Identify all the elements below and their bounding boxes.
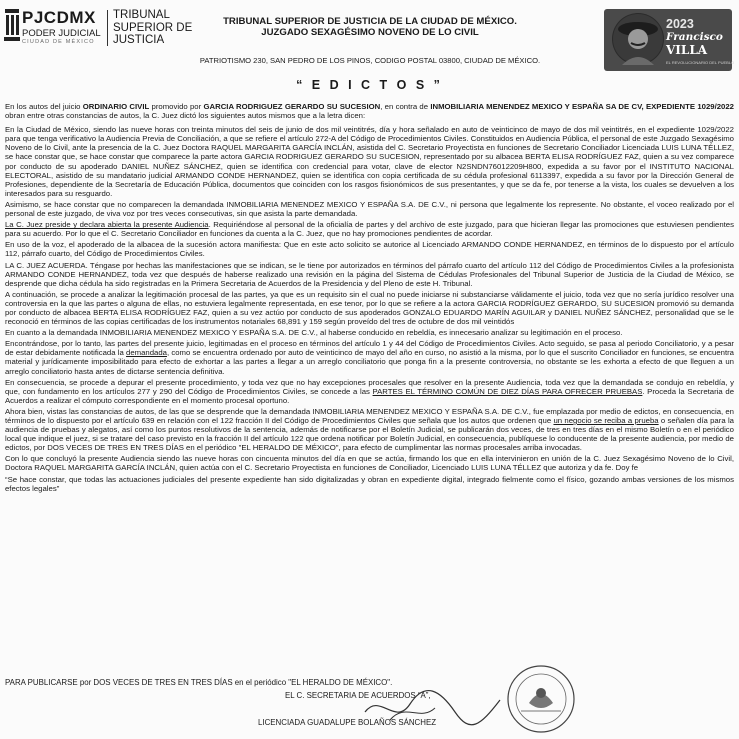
underlined-text: un negocio se reciba a prueba [553,416,659,425]
tribunal-line-2: SUPERIOR DE [113,21,193,34]
pillar-icon [4,8,20,42]
paragraph: A continuación, se procede a analizar la legitimación procesal de las partes, ya que es un requisito sin el cual no puede iniciarse ni substanciarse válidamente el juicio, toda vez que no sería jurídico resolver una controversia en la que las partes o alguna de ellas, no estuviera legalmente representada, en ese tenor, por lo que se refiere a la actora GARCIA RODRÍGUEZ GERARDO, SU SUCESION promovió su demanda por conducto de albacea BERTA ELISA RODRÍGUEZ FAZ, quien a su vez actúo por conducto de sus apoderados GONZALO EDUARDO MARÍN AGUILAR y DANIEL NUÑEZ SÁNCHEZ, personalidad que se le reconoció en términos de las copias certificadas de los instrumentos notariales 68,891 y 159 según proveído del tres de octubre de dos mil veintidós [5,289,734,327]
handwritten-signature [360,682,510,732]
court-title-line-2: JUZGADO SEXAGÉSIMO NOVENO DE LO CIVIL [261,27,479,38]
logo-mark: PJCDMX [22,8,96,27]
logo-subtitle-city: CIUDAD DE MÉXICO [22,39,95,45]
paragraph [5,407,734,452]
tribunal-line-3: JUSTICIA [113,34,165,46]
villa-portrait-icon [612,13,664,65]
badge-name-first: Francisco [666,31,723,43]
underlined-text: La C. Juez preside y declara abierta la presente Audiencia [5,220,209,230]
court-address: PATRIOTISMO 230, SAN PEDRO DE LOS PINOS, CODIGO POSTAL 03800, CIUDAD DE MÉXICO. [199,56,541,65]
paragraph [5,378,734,405]
badge-subtitle: EL REVOLUCIONARIO DEL PUEBLO [666,60,735,65]
paragraph: LA C. JUEZ ACUERDA. Téngase por hechas las manifestaciones que se indican, se le tiene por autorizados en términos del párrafo cuarto del artículo 112 del Código de Procedimientos Civiles a la profesionista ARMANDO CONDE HERNANDEZ, toda vez que después de haberse realizado una revisión en la página del Sistema de Cédulas Profesionales del Tribunal Superior de Justicia de la Ciudad de México, se desprende que dicha cédula ha sido registradas en la Primera Secretaria de Acuerdos de la Presidencia y del Pleno de este H. Tribunal. [5,260,734,288]
paragraph: “Se hace constar, que todas las actuaciones judiciales del presente expediente han sido digitalizadas y obran en expediente digital, integrado fielmente como el físico, gozando ambas versiones de los mismos efectos legales” [5,474,734,493]
text: . Requiriéndose al personal de la oficialía de partes y del archivo de este juzgado, para que hicieran llegar las promociones que estuviesen pendientes para su acuerdo. Por lo que el C. Secretario Conciliador en funciones da cuenta a la C. Juez, que no hay promociones pendientes de acordar. [5,220,734,239]
court-title [210,16,530,38]
document-heading: “ E D I C T O S ” [296,78,443,92]
text: promovido por [149,102,204,111]
logo-divider [107,10,108,46]
text: , en contra de [380,102,431,111]
text: En los autos del juicio [5,102,83,111]
court-seal-icon [505,663,577,735]
paragraph: En uso de la voz, el apoderado de la albacea de la sucesión actora manifiesta: Que en este acto solicito se autorice al Licenciado ARMANDO CONDE HERNANDEZ, en términos de lo dispuesto por el artículo 112, párrafo cuarto, del Código de Procedimientos Civiles. [5,240,734,259]
publication-notice: PARA PUBLICARSE por DOS VECES DE TRES EN TRES DÍAS en el periódico "EL HERALDO DE MÉXICO". [5,678,393,687]
bold-text: ORDINARIO CIVIL [82,102,150,111]
badge-name-last: VILLA [666,43,708,57]
secretary-title: EL C. SECRETARIA DE ACUERDOS “A”, [285,691,431,700]
bold-text: GARCIA RODRIGUEZ GERARDO SU SUCESION [203,102,381,111]
underlined-text: demandada [126,348,167,358]
text: . Proceda la Secretaria de Acuerdos a realizar el cómputo correspondiente en el momento procesal oportuno. [5,386,735,405]
paragraph-intro [5,102,734,120]
text: o señalen día para la audiencia de pruebas y alegatos, así como los puntos resolutivos de la sentencia, además de notificarse por el Boletín Judicial, se publicarán dos veces, de tres en tres días en el mismo Boletín o en el periódico local que indique el juez, si se tratare del caso previsto en la fracción II del artículo 122 que ordena notificar por Boletín Judicial, en consecuencia, publíquese lo conducente de la presente audiencia, por medio de edictos, por DOS VECES DE TRES EN TRES DÍAS en el periódico "EL HERALDO DE MÉXICO", para efecto de cumplimentar las normas procesales arriba invocadas. [5,416,734,453]
tribunal-label [113,9,192,47]
bold-text: INMOBILIARIA MENENDEZ MEXICO Y ESPAÑA SA DE CV, EXPEDIENTE 1029/2022 [430,102,734,111]
portrait-image [612,13,664,65]
underlined-text: PARTES EL TÉRMINO COMÚN DE DIEZ DÍAS PARA OFRECER PRUEBAS [372,386,643,396]
paragraph: En la Ciudad de México, siendo las nueve horas con treinta minutos del seis de junio de dos mil veintitrés, día y hora señalado en auto de veinticinco de mayo de dos mil veintitrés, en el expediente 1029/2022 para que tenga verificativo la Audiencia Previa de Conciliación, a que se refiere el artículo 272-A del Código de Procedimientos Civiles. Constituidos en Audiencia Pública, el personal de este Juzgado Sexagésimo Noveno de lo Civil, ante la presencia de la C. Juez Doctora RAQUEL MARGARITA GARCÍA INCLÁN, asistida del C. Secretario Proyectista en funciones de Secretario Conciliador Licenciada LUIS LUNA TÉLLEZ, se hace constar que, se hace constar que comparece la parte actora GARCIA RODRIGUEZ GERARDO SU SUCESION, representado por su albacea BERTA ELISA RODRÍGUEZ FAZ, quien a su vez comparece por conducto de su apoderado DANIEL NUÑEZ SÁNCHEZ, quien se identifica con credencial para votar, clave de elector N2SNDN76012209H800, expedida a su favor por el INSTITUTO NACIONAL ELECTORAL, asistido de su mandatario judicial ARMANDO CONDE HERNANDEZ, quien se identifica con copia certificada de su cédula profesional 6113397, expedida a su favor por la Dirección General de Profesiones, dependiente de la Secretaría de Educación Pública, documentos que coinciden con los rasgos fisionómicos de sus presentantes, y que se da fe, por tenerse a la vista, los cuales se devuelven a los interesados para su resguardo. [5,125,734,198]
text: Encontrándose, por lo tanto, las partes del presente juicio, legitimadas en el proceso en términos del artículo 1 y 44 del Código de Procedimientos Civiles. Acto seguido, se pasa al periodo Conciliatorio, y a pesar de estar debidamente notificada la [5,339,734,358]
paragraph: Asimismo, se hace constar que no comparecen la demandada INMOBILIARIA MENENDEZ MEXICO Y ESPAÑA S.A. DE C.V., ni persona que legalmente los represente. No obstante, el voceo realizado por el personal de este juzgado, de viva voz por tres veces consecutivas, sin que asista la parte demandada. [5,199,734,219]
text: , como se encuentra ordenado por auto de veinticinco de mayo del año en curso, no asistió a la misma, por lo que el suscrito Conciliador en funciones, se encuentra material y jurídicamente imposibilitado para efecto de exhortar a las partes a llegar a un arreglo conciliatorio que ponga fin a la presente controversia, no obstante se les exhorta a efecto de que lleguen a un arreglo conciliatorio hasta antes de dictarse sentencia definitiva. [5,348,734,376]
secretary-name: LICENCIADA GUADALUPE BOLAÑOS SÁNCHEZ [258,718,437,727]
paragraph: Con lo que concluyó la presente Audiencia siendo las nueve horas con cincuenta minutos del día en que se actúa, firmando los que en ella intervinieron en unión de la C. Juez Sexagésimo Noveno de lo Civil, Doctora RAQUEL MARGARITA GARCÍA INCLÁN, quien actúa con el C. Secretario Proyectista en funciones de Conciliador, Licenciado LUIS LUNA TÉLLEZ que autoriza y da fe. Doy fe [5,454,734,473]
paragraph [5,220,734,238]
text: obran entre otras constancias de autos, la C. Juez dictó los siguientes autos mismos que a la letra dicen: [5,111,366,121]
paragraph [5,339,734,375]
court-title-line-1: TRIBUNAL SUPERIOR DE JUSTICIA DE LA CIUDAD DE MÉXICO. [223,16,517,27]
document-body [5,102,734,495]
text: En consecuencia, se procede a depurar el presente procedimiento, y toda vez que no hay excepciones procesales que resolver en la presente Audiencia, toda vez que la demandada se condujo en rebeldía, y que, con fundamento en los artículos 277 y 290 del Código de Procedimientos Civiles, se concede a las [5,377,734,396]
tribunal-line-1: TRIBUNAL [113,9,170,21]
paragraph: En cuanto a la demandada INMOBILIARIA MENENDEZ MEXICO Y ESPAÑA S.A. DE C.V., al haberse conducido en rebeldía, es innecesario analizar su legitimación en el proceso. [5,328,623,338]
text: Ahora bien, vistas las constancias de autos, de las que se desprende que la demandada INMOBILIARIA MENENDEZ MEXICO Y ESPAÑA S.A. DE C.V., fue emplazada por medio de edictos, en consecuencia, en términos de lo dispuesto por el artículo 639 en relación con el 122 fracción II del Código de Procedimientos Civiles que señala que los autos que ordenen que [5,406,734,425]
pjcdmx-logo [4,8,204,48]
logo-subtitle: PODER JUDICIAL [22,28,101,39]
badge-year: 2023 [666,17,694,31]
